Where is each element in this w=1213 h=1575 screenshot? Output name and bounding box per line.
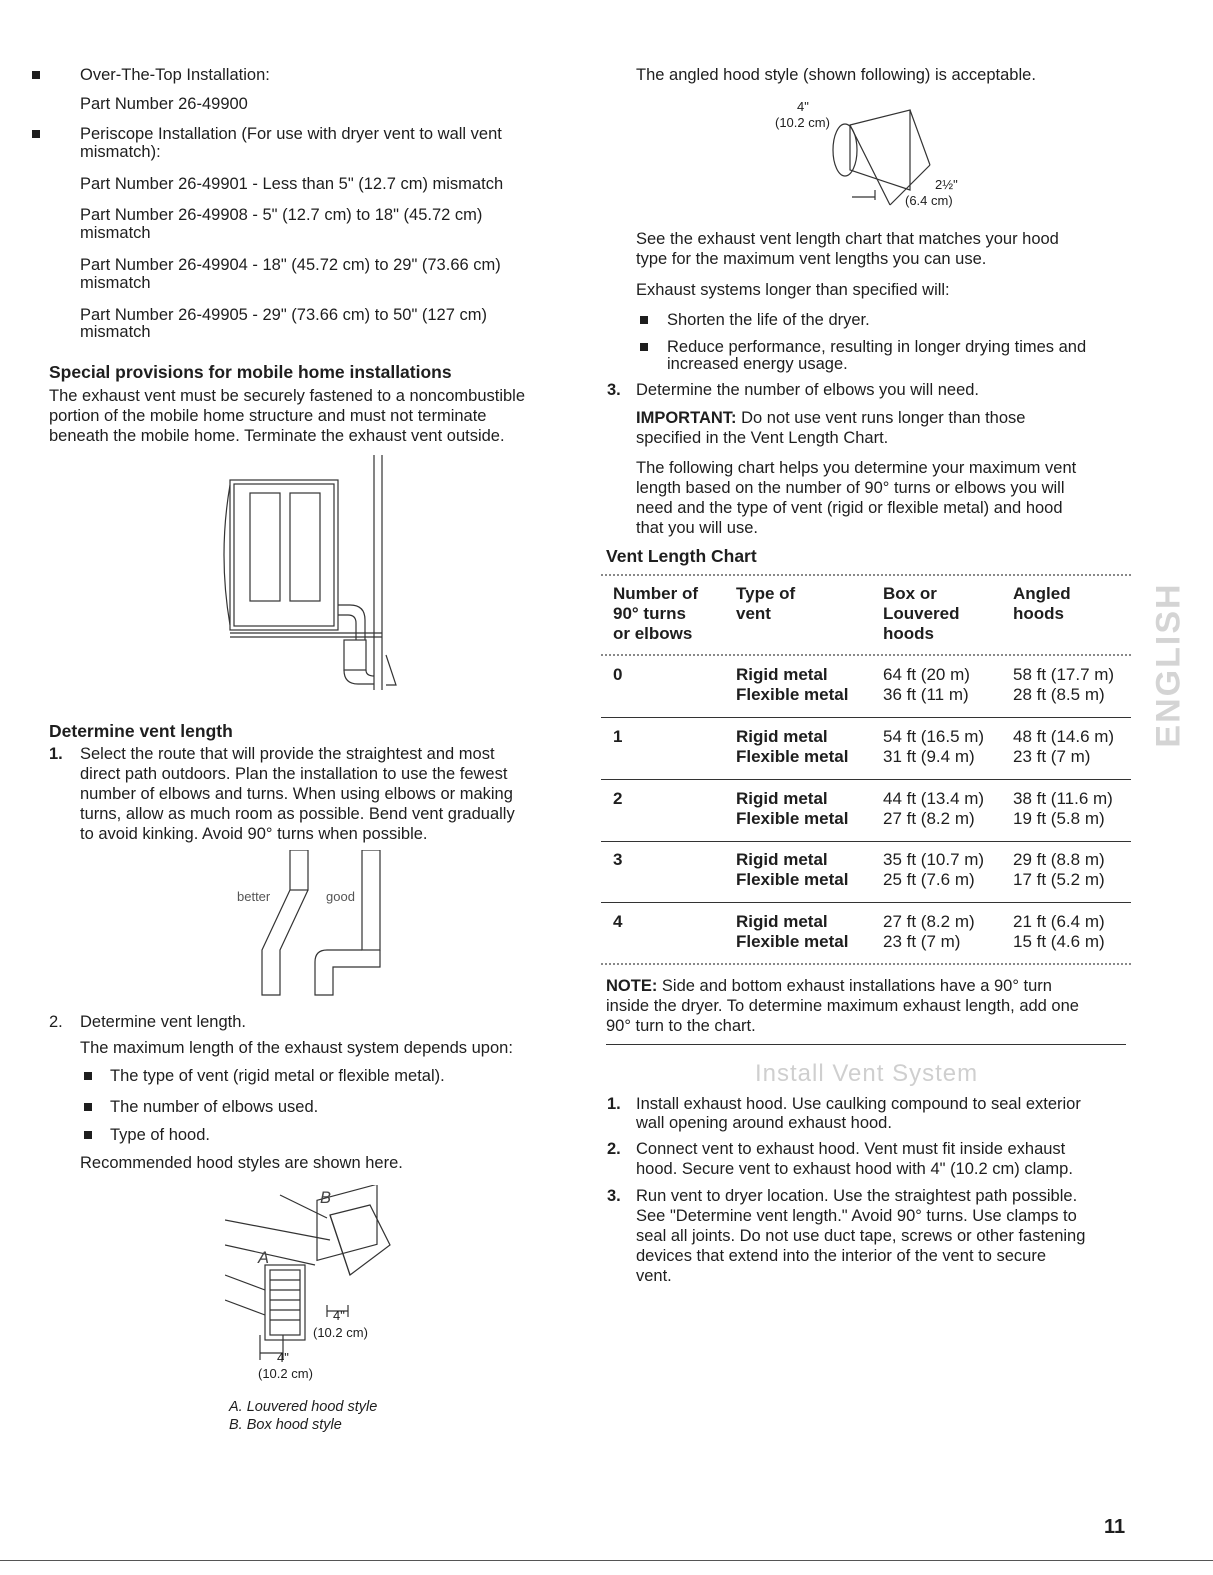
label-b: B	[320, 1189, 332, 1207]
row-divider	[601, 779, 1131, 780]
vent-type-cell: Flexible metal	[736, 685, 849, 704]
step2-subtext: The maximum length of the exhaust system depends upon:	[80, 1039, 513, 1057]
header-box: Box or	[883, 584, 937, 603]
vent-type-cell: Flexible metal	[736, 747, 849, 766]
dimension-label: (10.2 cm)	[313, 1325, 368, 1340]
periscope-title-line: mismatch):	[80, 143, 161, 161]
angled-length-cell: 19 ft (5.8 m)	[1013, 809, 1105, 828]
language-tab-label: ENGLISH	[1149, 582, 1188, 748]
note-line: inside the dryer. To determine maximum exhaust length, add one	[606, 997, 1079, 1015]
part-number: mismatch	[80, 323, 151, 341]
header-box: hoods	[883, 624, 934, 643]
angled-dimension: (10.2 cm)	[775, 115, 830, 130]
caption-louvered: A. Louvered hood style	[229, 1399, 378, 1415]
angled-length-cell: 17 ft (5.2 m)	[1013, 870, 1105, 889]
bullet	[640, 343, 648, 351]
mobile-home-heading: Special provisions for mobile home installations	[49, 362, 452, 382]
vent-type-cell: Rigid metal	[736, 912, 828, 931]
box-length-cell: 27 ft (8.2 m)	[883, 912, 975, 931]
vent-type-cell: Rigid metal	[736, 665, 828, 684]
angled-length-cell: 48 ft (14.6 m)	[1013, 727, 1115, 746]
row-divider	[601, 717, 1131, 718]
angled-length-cell: 58 ft (17.7 m)	[1013, 665, 1115, 684]
install-step-line: vent.	[636, 1267, 672, 1285]
effect-item: increased energy usage.	[667, 355, 848, 373]
step2-text: Determine vent length.	[80, 1013, 247, 1031]
angled-text: The angled hood style (shown following) is acceptable.	[636, 66, 1036, 84]
angled-dimension: 2½"	[935, 177, 958, 192]
effect-item: Reduce performance, resulting in longer drying times and	[667, 338, 1087, 356]
see-chart-line: type for the maximum vent lengths you can use.	[636, 250, 987, 268]
install-vent-system-title: Install Vent System	[755, 1060, 979, 1087]
dimension-label: (10.2 cm)	[258, 1366, 313, 1381]
step1-line: turns, allow as much room as possible. Bend vent gradually	[80, 805, 515, 823]
chart-intro-line: that you will use.	[636, 519, 758, 537]
step-number: 1.	[607, 1095, 621, 1113]
depends-item: The type of vent (rigid metal or flexible metal).	[110, 1067, 445, 1085]
chart-intro-line: length based on the number of 90° turns or elbows you will	[636, 479, 1065, 497]
chart-intro-line: need and the type of vent (rigid or flexible metal) and hood	[636, 499, 1063, 517]
effect-item: Shorten the life of the dryer.	[667, 311, 870, 329]
angled-dimension: (6.4 cm)	[905, 193, 953, 208]
header-angled: Angled	[1013, 584, 1071, 603]
mobile-text-line: beneath the mobile home. Terminate the exhaust vent outside.	[49, 427, 505, 445]
part-number: Part Number 26-49908 - 5" (12.7 cm) to 18" (45.72 cm)	[80, 206, 483, 224]
mobile-text-line: The exhaust vent must be securely fastened to a noncombustible	[49, 387, 526, 405]
install-step-line: Run vent to dryer location. Use the straightest path possible.	[636, 1187, 1078, 1205]
over-the-top-title: Over-The-Top Installation:	[80, 66, 270, 84]
box-length-cell: 54 ft (16.5 m)	[883, 727, 985, 746]
bullet	[84, 1131, 92, 1139]
header-box: Louvered	[883, 604, 960, 623]
part-number: Part Number 26-49904 - 18" (45.72 cm) to 29" (73.66 cm)	[80, 256, 501, 274]
table-top-divider	[601, 574, 1131, 576]
good-label: good	[326, 889, 355, 904]
turns-cell: 3	[613, 850, 623, 869]
header-type: Type of	[736, 584, 796, 603]
page-number: 11	[1104, 1516, 1126, 1538]
angled-length-cell: 21 ft (6.4 m)	[1013, 912, 1105, 931]
install-step-line: wall opening around exhaust hood.	[636, 1114, 892, 1132]
turns-cell: 4	[613, 912, 623, 931]
bullet	[32, 71, 40, 79]
note-text: Side and bottom exhaust installations have a 90° turn	[657, 977, 1052, 995]
row-divider	[601, 902, 1131, 903]
header-turns: Number of	[613, 584, 698, 603]
section-divider	[606, 1044, 1126, 1045]
angled-dimension: 4"	[797, 99, 809, 114]
step-number: 1.	[49, 745, 63, 763]
see-chart-line: See the exhaust vent length chart that matches your hood	[636, 230, 1059, 248]
install-step-line: seal all joints. Do not use duct tape, screws or other fastening	[636, 1227, 1086, 1245]
vent-type-cell: Rigid metal	[736, 850, 828, 869]
elbow-routing-illustration	[225, 850, 395, 1000]
depends-item: Type of hood.	[110, 1126, 210, 1144]
install-step-line: devices that extend into the interior of the vent to secure	[636, 1247, 1046, 1265]
vent-type-cell: Rigid metal	[736, 727, 828, 746]
angled-length-cell: 28 ft (8.5 m)	[1013, 685, 1105, 704]
header-type: vent	[736, 604, 771, 623]
step-number: 2.	[49, 1013, 63, 1031]
header-turns: 90° turns	[613, 604, 686, 623]
bullet	[640, 316, 648, 324]
angled-length-cell: 29 ft (8.8 m)	[1013, 850, 1105, 869]
angled-length-cell: 23 ft (7 m)	[1013, 747, 1091, 766]
better-label: better	[237, 889, 271, 904]
dimension-label: 4"	[277, 1350, 289, 1365]
install-step-line: hood. Secure vent to exhaust hood with 4" (10.2 cm) clamp.	[636, 1160, 1073, 1178]
step1-line: number of elbows and turns. When using elbows or making	[80, 785, 513, 803]
vent-type-cell: Rigid metal	[736, 789, 828, 808]
bullet	[84, 1072, 92, 1080]
part-number: mismatch	[80, 274, 151, 292]
chart-title: Vent Length Chart	[606, 546, 757, 566]
vent-length-heading: Determine vent length	[49, 721, 233, 741]
part-number: Part Number 26-49905 - 29" (73.66 cm) to 50" (127 cm)	[80, 306, 487, 324]
note-line	[606, 976, 1052, 996]
box-length-cell: 35 ft (10.7 m)	[883, 850, 985, 869]
box-length-cell: 44 ft (13.4 m)	[883, 789, 985, 808]
depends-item: The number of elbows used.	[110, 1098, 319, 1116]
step-number: 2.	[607, 1140, 621, 1158]
vent-type-cell: Flexible metal	[736, 870, 849, 889]
language-side-tab	[1149, 570, 1188, 760]
install-step-line: Connect vent to exhaust hood. Vent must fit inside exhaust	[636, 1140, 1066, 1158]
install-step-line: See "Determine vent length." Avoid 90° turns. Use clamps to	[636, 1207, 1077, 1225]
row-divider	[601, 841, 1131, 842]
box-length-cell: 64 ft (20 m)	[883, 665, 970, 684]
angled-length-cell: 15 ft (4.6 m)	[1013, 932, 1105, 951]
dimension-label: 4"	[333, 1308, 345, 1323]
turns-cell: 2	[613, 789, 623, 808]
mobile-text-line: portion of the mobile home structure and must not terminate	[49, 407, 487, 425]
mobile-home-dryer-illustration	[210, 455, 410, 695]
step3-text: Determine the number of elbows you will need.	[636, 381, 980, 399]
periscope-title-line: Periscope Installation (For use with dryer vent to wall vent	[80, 125, 502, 143]
step-number: 3.	[607, 381, 621, 399]
note-label: NOTE:	[606, 977, 658, 995]
note-line: 90° turn to the chart.	[606, 1017, 756, 1035]
label-a: A	[258, 1249, 270, 1267]
footer-rule	[0, 1560, 1213, 1561]
step1-line: direct path outdoors. Plan the installation to use the fewest	[80, 765, 508, 783]
step1-line: to avoid kinking. Avoid 90° turns when possible.	[80, 825, 428, 843]
install-step-line: Install exhaust hood. Use caulking compound to seal exterior	[636, 1095, 1081, 1113]
vent-type-cell: Flexible metal	[736, 932, 849, 951]
important-text: Do not use vent runs longer than those	[736, 409, 1026, 427]
bullet	[84, 1103, 92, 1111]
important-label: IMPORTANT:	[636, 409, 737, 427]
header-turns: or elbows	[613, 624, 693, 643]
chart-intro-line: The following chart helps you determine your maximum vent	[636, 459, 1077, 477]
bullet	[32, 130, 40, 138]
part-number: Part Number 26-49901 - Less than 5" (12.7 cm) mismatch	[80, 175, 504, 193]
part-number: Part Number 26-49900	[80, 95, 248, 113]
caption-box: B. Box hood style	[229, 1417, 342, 1433]
vent-type-cell: Flexible metal	[736, 809, 849, 828]
header-divider	[601, 654, 1131, 656]
recommended-text: Recommended hood styles are shown here.	[80, 1154, 403, 1172]
table-bottom-divider	[601, 963, 1131, 965]
turns-cell: 0	[613, 665, 623, 684]
box-length-cell: 31 ft (9.4 m)	[883, 747, 975, 766]
important-line	[636, 408, 1025, 428]
step1-line: Select the route that will provide the straightest and most	[80, 745, 495, 763]
important-line: specified in the Vent Length Chart.	[636, 429, 889, 447]
box-length-cell: 36 ft (11 m)	[883, 685, 969, 704]
step-number: 3.	[607, 1187, 621, 1205]
header-angled: hoods	[1013, 604, 1064, 623]
part-number: mismatch	[80, 224, 151, 242]
angled-length-cell: 38 ft (11.6 m)	[1013, 789, 1113, 808]
exhaust-longer: Exhaust systems longer than specified will:	[636, 281, 950, 299]
turns-cell: 1	[613, 727, 623, 746]
box-length-cell: 23 ft (7 m)	[883, 932, 961, 951]
box-length-cell: 25 ft (7.6 m)	[883, 870, 975, 889]
box-length-cell: 27 ft (8.2 m)	[883, 809, 975, 828]
